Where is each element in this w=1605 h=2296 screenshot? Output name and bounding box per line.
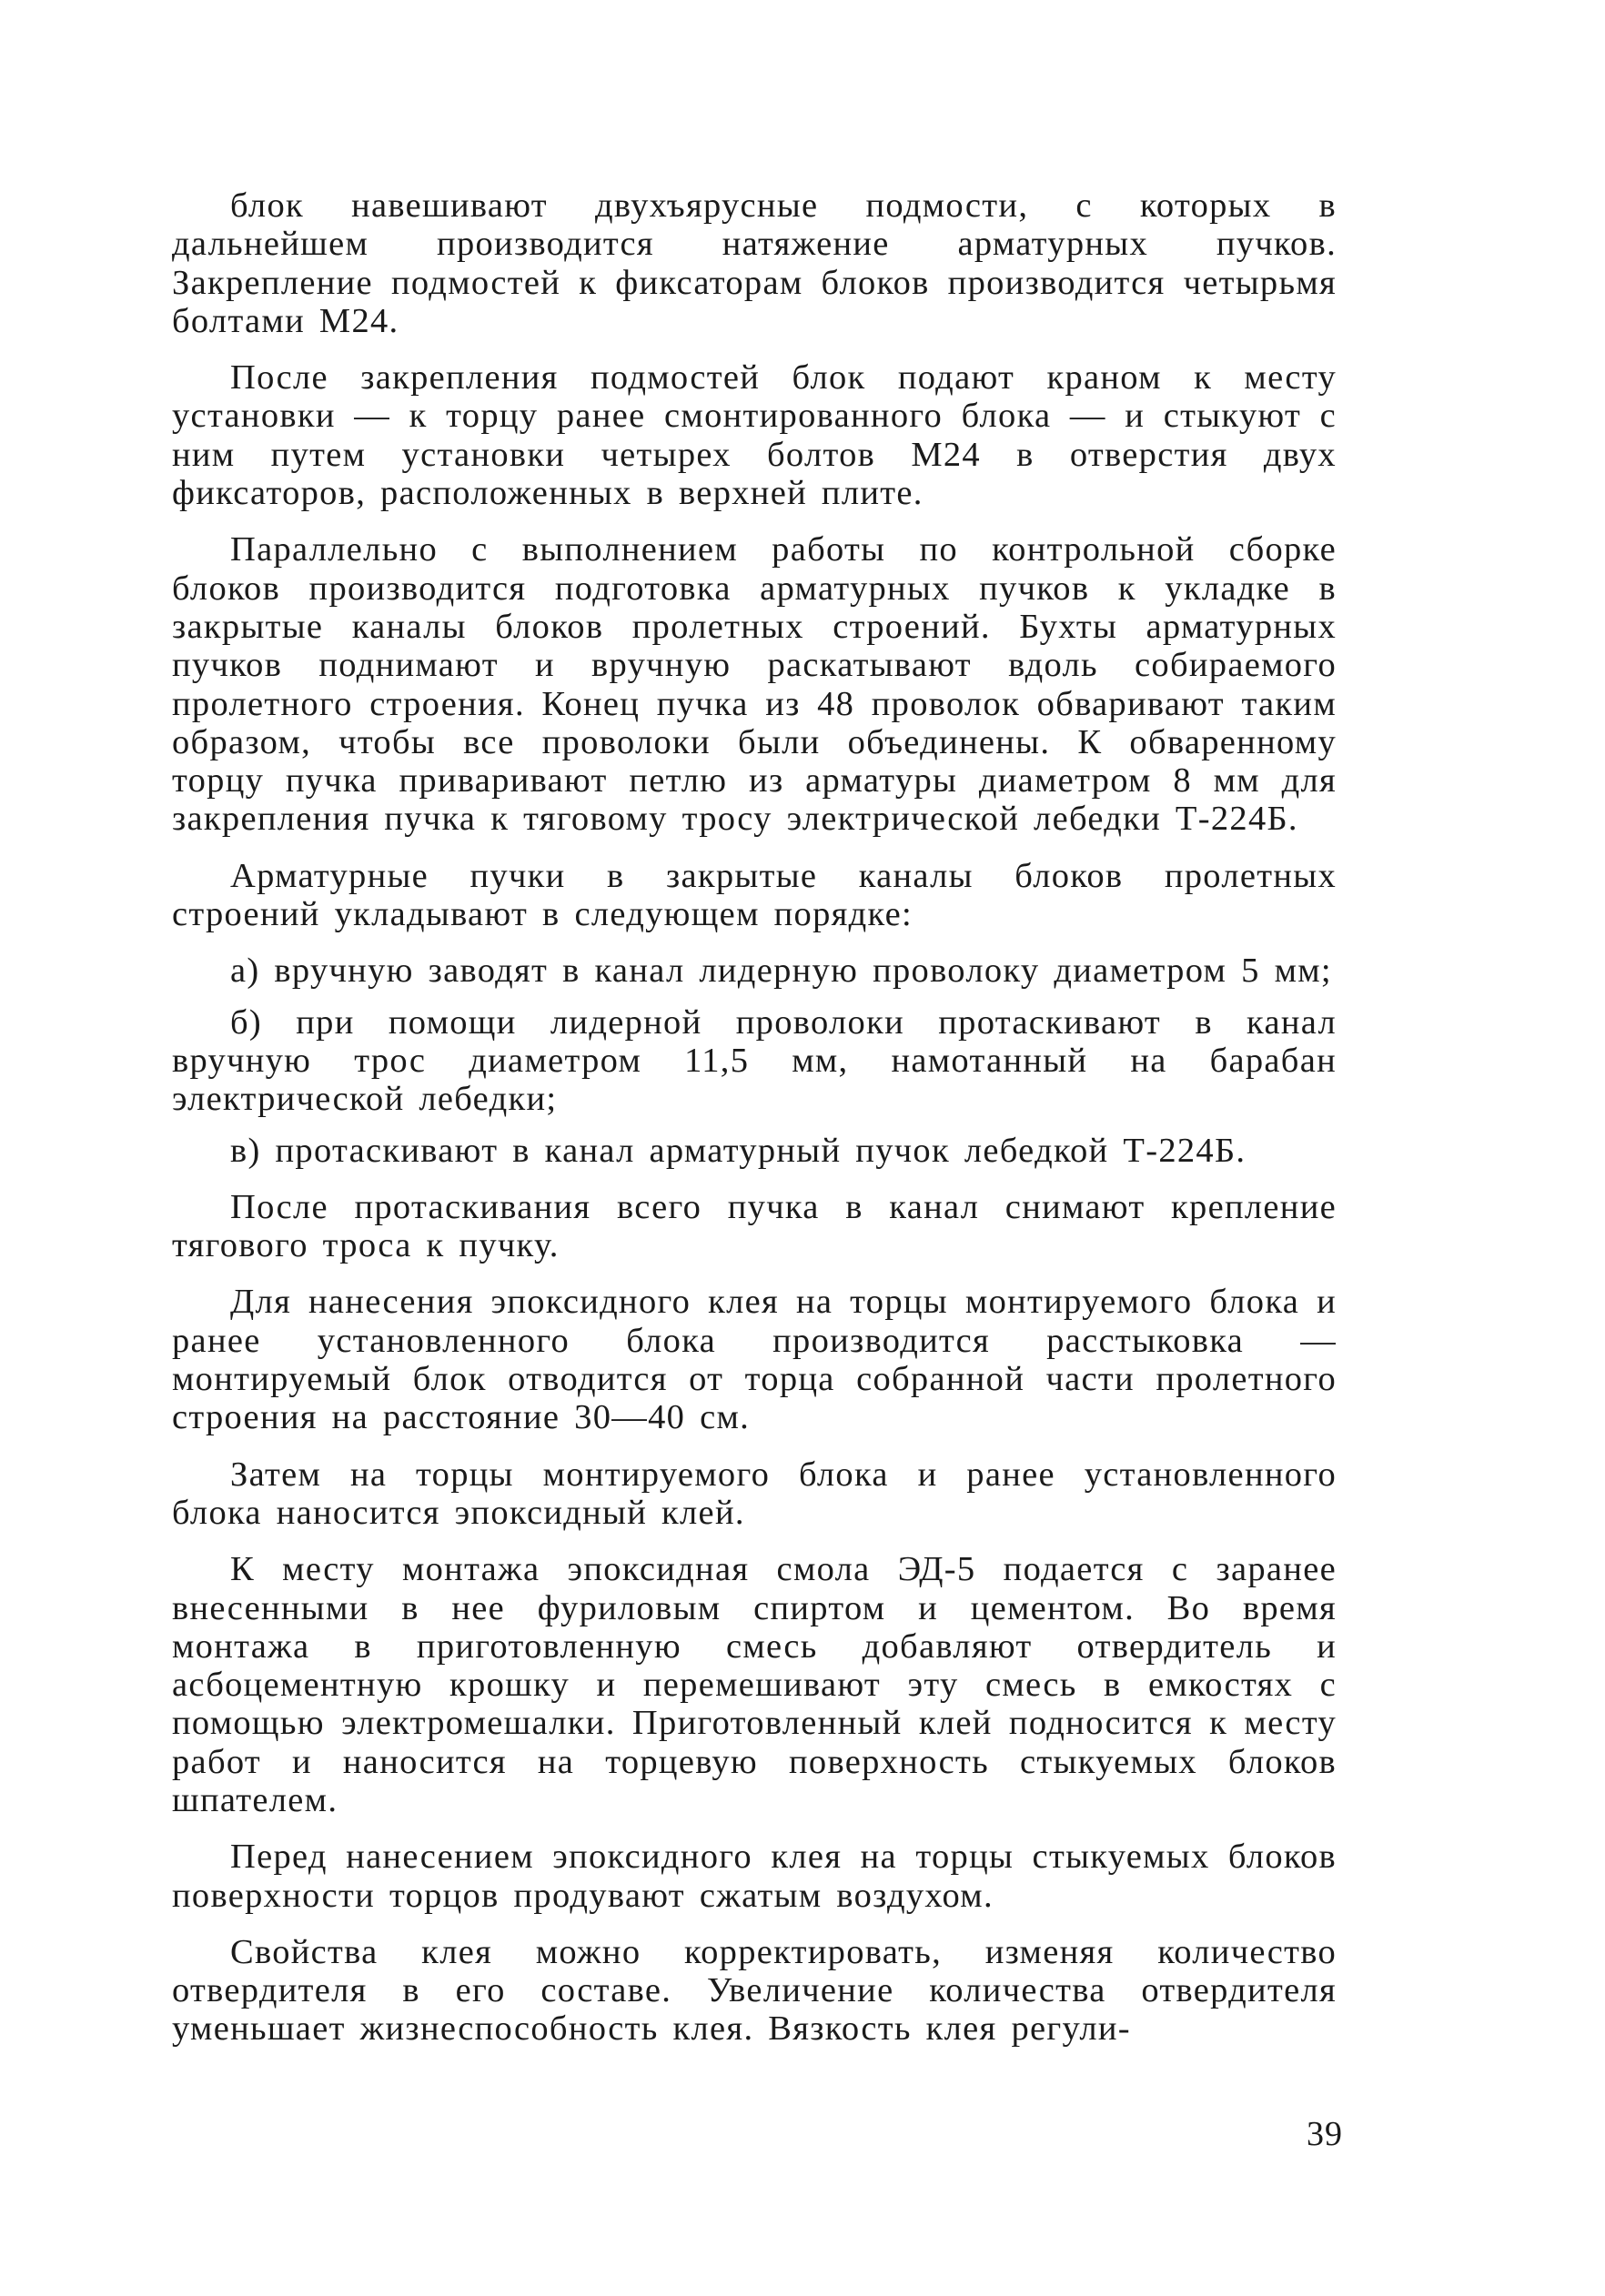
paragraph-glue-application: Затем на торцы монтируемого блока и ранее установленного блока наносится эпоксидный клей.	[172, 1455, 1337, 1532]
list-item-c: в) протаскивают в канал арматурный пучок лебедкой Т-224Б.	[230, 1131, 1247, 1170]
list-item-a: а) вручную заводят в канал лидерную проволоку диаметром 5 мм;	[230, 952, 1332, 991]
page-number: 39	[1307, 2115, 1343, 2153]
paragraph-glue-properties: Свойства клея можно корректировать, изменяя количество отвердителя в его составе. Увеличение количества отвердителя уменьшает жизнеспособность клея. Вязкость клея регули-	[172, 1932, 1337, 2049]
paragraph-surface-cleaning: Перед нанесением эпоксидного клея на торцы стыкуемых блоков поверхности торцов продувают сжатым воздухом.	[172, 1838, 1337, 1915]
page-text	[172, 186, 1337, 2067]
paragraph-tendon-preparation: Параллельно с выполнением работы по контрольной сборке блоков производится подготовка арматурных пучков к укладке в закрытые каналы блоков пролетных строений. Бухты арматурных пучков поднимают и вручную раскатывают вдоль собираемого пролетного строения. Конец пучка из 48 проволок обваривают таким образом, чтобы все проволоки были объединены. К обваренному торцу пучка приваривают петлю из арматуры диаметром 8 мм для закрепления пучка к тяговому тросу электрической лебедки Т-224Б.	[172, 530, 1337, 839]
list-item-b: б) при помощи лидерной проволоки протаскивают в канал вручную трос диаметром 11,5 мм, намотанный на барабан электрической лебедки;	[172, 1002, 1337, 1119]
paragraph-scaffolding: блок навешивают двухъярусные подмости, с которых в дальнейшем производится натяжение арматурных пучков. Закрепление подмостей к фиксаторам блоков производится четырьмя болтами М24.	[172, 186, 1337, 340]
paragraph-separation: Для нанесения эпоксидного клея на торцы монтируемого блока и ранее установленного блока производится расстыковка — монтируемый блок отводится от торца собранной части пролетного строения на расстояние 30—40 см.	[172, 1283, 1337, 1437]
paragraph-placement-order: Арматурные пучки в закрытые каналы блоков пролетных строений укладывают в следующем порядке:	[172, 856, 1337, 934]
paragraph-cable-release: После протаскивания всего пучка в канал снимают крепление тягового троса к пучку.	[172, 1187, 1337, 1265]
paragraph-block-installation: После закрепления подмостей блок подают краном к месту установки — к торцу ранее смонтированного блока — и стыкуют с ним путем установки четырех болтов М24 в отверстия двух фиксаторов, расположенных в верхней плите.	[172, 358, 1337, 513]
paragraph-epoxy-mixing: К месту монтажа эпоксидная смола ЭД-5 подается с заранее внесенными в нее фуриловым спиртом и цементом. Во время монтажа в приготовленную смесь добавляют отвердитель и асбоцементную крошку и перемешивают эту смесь в емкостях с помощью электромешалки. Приготовленный клей подносится к месту работ и наносится на торцевую поверхность стыкуемых блоков шпателем.	[172, 1550, 1337, 1819]
